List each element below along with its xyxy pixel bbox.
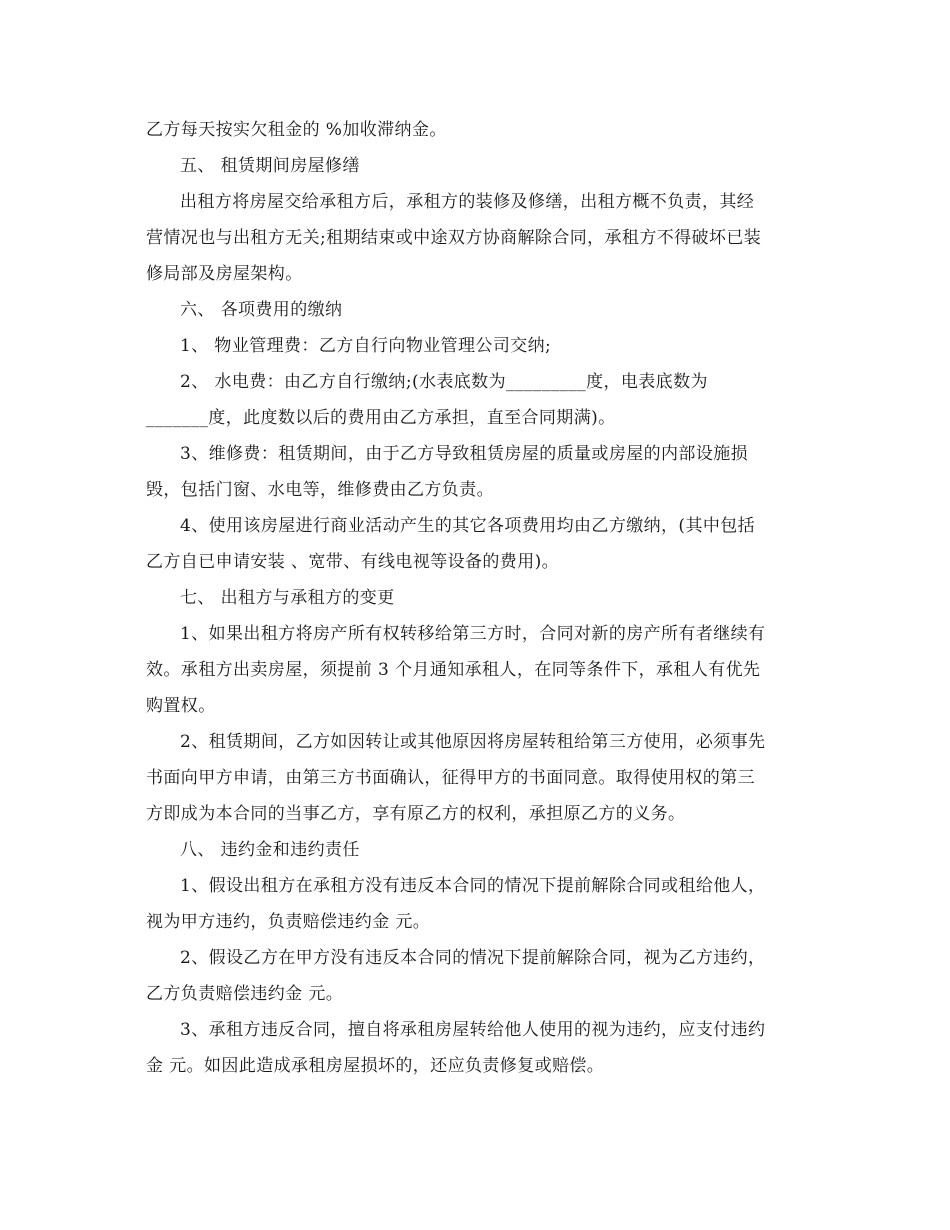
paragraph-line: 1、假设出租方在承租方没有违反本合同的情况下提前解除合同或租给他人， bbox=[180, 876, 766, 896]
paragraph-line: 效。承租方出卖房屋，须提前 3 个月通知承租人，在同等条件下，承租人有优先 bbox=[146, 660, 761, 680]
paragraph-line: 2、 水电费：由乙方自行缴纳;(水表底数为_________度，电表底数为 bbox=[180, 372, 708, 392]
paragraph-line: 1、 物业管理费：乙方自行向物业管理公司交纳; bbox=[180, 336, 552, 356]
section-heading-seven: 七、 出租方与承租方的变更 bbox=[180, 588, 395, 608]
paragraph-line: 2、假设乙方在甲方没有违反本合同的情况下提前解除合同，视为乙方违约， bbox=[180, 948, 766, 968]
paragraph-line: 1、如果出租方将房产所有权转移给第三方时，合同对新的房产所有者继续有 bbox=[180, 624, 766, 644]
paragraph-line: 购置权。 bbox=[146, 696, 216, 716]
paragraph-line: 视为甲方违约，负责赔偿违约金 元。 bbox=[146, 912, 431, 932]
paragraph-line: 方即成为本合同的当事乙方，享有原乙方的权利，承担原乙方的义务。 bbox=[146, 804, 686, 824]
paragraph-line: 出租方将房屋交给承租方后，承租方的装修及修缮，出租方概不负责，其经 bbox=[180, 192, 755, 212]
paragraph-line: 毁，包括门窗、水电等，维修费由乙方负责。 bbox=[146, 480, 494, 500]
paragraph-line: 乙方负责赔偿违约金 元。 bbox=[146, 984, 344, 1004]
paragraph-line: 乙方每天按实欠租金的 %加收滞纳金。 bbox=[146, 120, 447, 140]
paragraph-line: 书面向甲方申请，由第三方书面确认，征得甲方的书面同意。取得使用权的第三 bbox=[146, 768, 755, 788]
section-heading-six: 六、 各项费用的缴纳 bbox=[180, 300, 343, 320]
paragraph-line: 乙方自已申请安装 、宽带、有线电视等设备的费用)。 bbox=[146, 552, 560, 572]
section-heading-five: 五、 租赁期间房屋修缮 bbox=[180, 156, 360, 176]
paragraph-line: 金 元。如因此造成承租房屋损坏的，还应负责修复或赔偿。 bbox=[146, 1056, 605, 1076]
contract-body bbox=[146, 112, 810, 1084]
paragraph-line: 修局部及房屋架构。 bbox=[146, 264, 303, 284]
paragraph-line: _______度，此度数以后的费用由乙方承担，直至合同期满)。 bbox=[146, 408, 616, 428]
paragraph-line: 4、使用该房屋进行商业活动产生的其它各项费用均由乙方缴纳，(其中包括 bbox=[180, 516, 756, 536]
paragraph-line: 3、维修费：租赁期间，由于乙方导致租赁房屋的质量或房屋的内部设施损 bbox=[180, 444, 749, 464]
section-heading-eight: 八、 违约金和违约责任 bbox=[180, 840, 360, 860]
paragraph-line: 2、租赁期间，乙方如因转让或其他原因将房屋转租给第三方使用，必须事先 bbox=[180, 732, 766, 752]
paragraph-line: 营情况也与出租方无关;租期结束或中途双方协商解除合同，承租方不得破坏已装 bbox=[146, 228, 762, 248]
paragraph-line: 3、承租方违反合同，擅自将承租房屋转给他人使用的视为违约，应支付违约 bbox=[180, 1020, 766, 1040]
